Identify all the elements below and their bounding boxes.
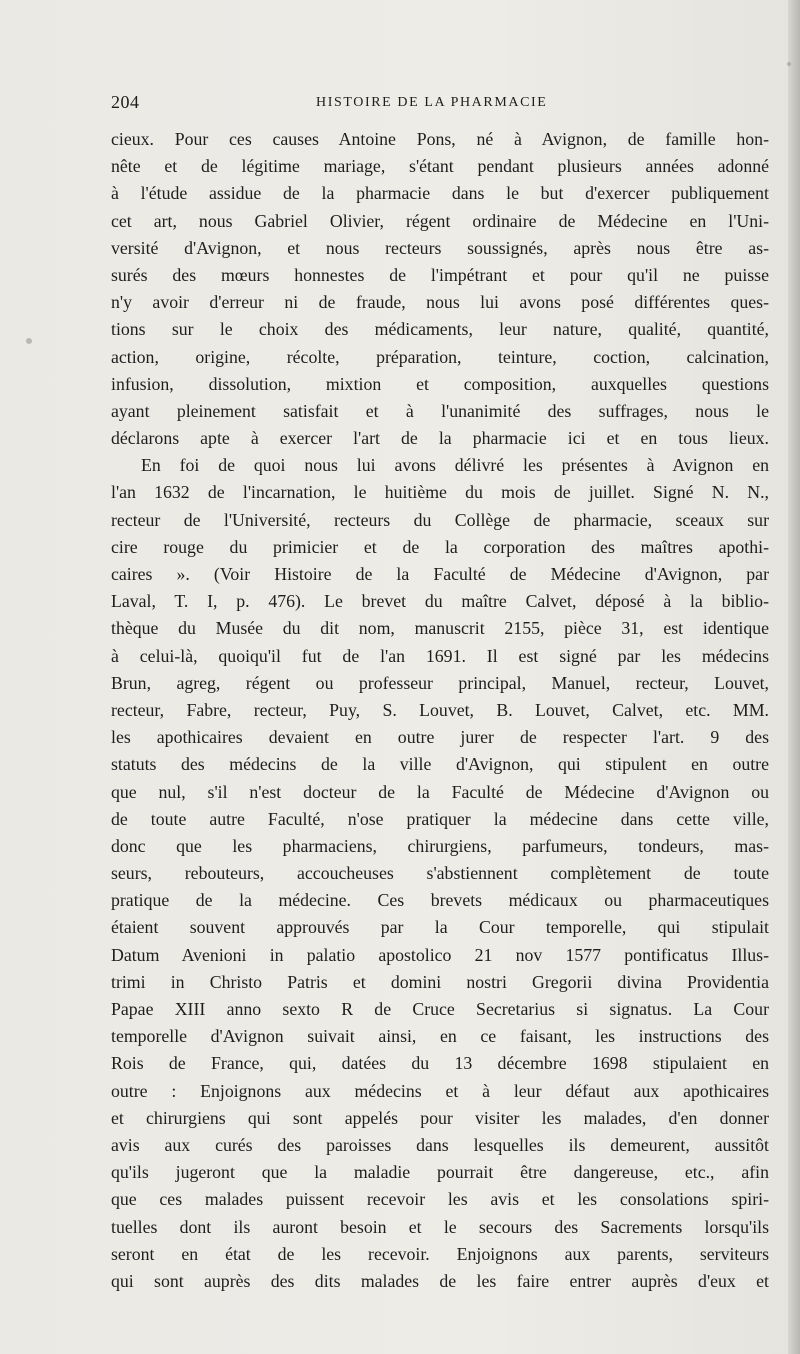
text-line: En foi de quoi nous lui avons délivré les présentes à Avignon en: [141, 455, 769, 476]
text-line: ayant pleinement satisfait et à l'unanimité des suffrages, nous le: [111, 400, 769, 421]
text-line: qui sont auprès des dits malades de les faire entrer auprès d'eux et: [111, 1270, 769, 1291]
text-line: surés des mœurs honnestes de l'impétrant et pour qu'il ne puisse: [111, 264, 769, 285]
text-line: à celui-là, quoiqu'il fut de l'an 1691. Il est signé par les médecins: [111, 645, 769, 666]
paper-speck: [26, 338, 32, 344]
text-line: avis aux curés des paroisses dans lesquelles ils demeurent, aussitôt: [111, 1134, 769, 1155]
text-line: recteur de l'Université, recteurs du Collège de pharmacie, sceaux sur: [111, 509, 769, 530]
text-line: Brun, agreg, régent ou professeur principal, Manuel, recteur, Louvet,: [111, 672, 769, 693]
body-text: [111, 126, 769, 1295]
text-line: Papae XIII anno sexto R de Cruce Secretarius si signatus. La Cour: [111, 999, 769, 1019]
page-edge-shadow: [788, 0, 800, 1354]
text-line: tuelles dont ils auront besoin et le secours des Sacrements lorsqu'ils: [111, 1216, 769, 1237]
text-line: nête et de légitime mariage, s'étant pendant plusieurs années adonné: [111, 156, 769, 177]
text-line: l'an 1632 de l'incarnation, le huitième du mois de juillet. Signé N. N.,: [111, 482, 769, 503]
text-line: trimi in Christo Patris et domini nostri Gregorii divina Providentia: [111, 971, 769, 992]
text-line: à l'étude assidue de la pharmacie dans le but d'exercer publiquement: [111, 183, 769, 204]
text-line: Laval, T. I, p. 476). Le brevet du maître Calvet, déposé à la biblio-: [111, 591, 769, 612]
text-line: donc que les pharmaciens, chirurgiens, parfumeurs, tondeurs, mas-: [111, 835, 769, 856]
text-line: n'y avoir d'erreur ni de fraude, nous lui avons posé différentes ques-: [111, 292, 769, 313]
page-number: 204: [111, 92, 140, 112]
text-line: versité d'Avignon, et nous recteurs soussignés, après nous être as-: [111, 237, 769, 258]
text-line: qu'ils jugeront que la maladie pourrait être dangereuse, etc., afin: [111, 1162, 769, 1183]
text-line: Datum Avenioni in palatio apostolico 21 nov 1577 pontificatus Illus-: [111, 944, 769, 965]
text-line: cire rouge du primicier et de la corporation des maîtres apothi-: [111, 536, 769, 557]
text-line: action, origine, récolte, préparation, teinture, coction, calcination,: [111, 346, 769, 367]
text-line: étaient souvent approuvés par la Cour temporelle, qui stipulait: [111, 917, 769, 938]
text-line: infusion, dissolution, mixtion et composition, auxquelles questions: [111, 373, 769, 394]
text-line: que ces malades puissent recevoir les avis et les consolations spiri-: [111, 1189, 769, 1210]
text-line: seurs, rebouteurs, accoucheuses s'abstiennent complètement de toute: [111, 863, 769, 884]
text-line: pratique de la médecine. Ces brevets médicaux ou pharmaceutiques: [111, 890, 769, 911]
text-line: que nul, s'il n'est docteur de la Faculté de Médecine d'Avignon ou: [111, 781, 769, 802]
text-line: recteur, Fabre, recteur, Puy, S. Louvet, B. Louvet, Calvet, etc. MM.: [111, 699, 769, 720]
text-line: les apothicaires devaient en outre jurer de respecter l'art. 9 des: [111, 727, 769, 748]
text-line: outre : Enjoignons aux médecins et à leur défaut aux apothicaires: [111, 1080, 769, 1101]
text-line: thèque du Musée du dit nom, manuscrit 2155, pièce 31, est identique: [111, 618, 769, 639]
text-line: et chirurgiens qui sont appelés pour visiter les malades, d'en donner: [111, 1107, 769, 1128]
text-line: statuts des médecins de la ville d'Avignon, qui stipulent en outre: [111, 754, 769, 775]
page-header: [111, 92, 769, 116]
text-line: tions sur le choix des médicaments, leur nature, qualité, quantité,: [111, 319, 769, 340]
text-line: caires ». (Voir Histoire de la Faculté de Médecine d'Avignon, par: [111, 564, 769, 584]
paper-speck: [787, 62, 791, 66]
text-line: temporelle d'Avignon suivait ainsi, en ce faisant, les instructions des: [111, 1026, 769, 1047]
text-line: seront en état de les recevoir. Enjoignons aux parents, serviteurs: [111, 1243, 769, 1264]
text-line: Rois de France, qui, datées du 13 décembre 1698 stipulaient en: [111, 1053, 769, 1074]
text-line: cet art, nous Gabriel Olivier, régent ordinaire de Médecine en l'Uni-: [111, 210, 769, 231]
text-line: cieux. Pour ces causes Antoine Pons, né à Avignon, de famille hon-: [111, 129, 769, 149]
text-line: déclarons apte à exercer l'art de la pharmacie ici et en tous lieux.: [111, 428, 769, 449]
text-line: de toute autre Faculté, n'ose pratiquer la médecine dans cette ville,: [111, 808, 769, 829]
running-title: HISTOIRE DE LA PHARMACIE: [316, 95, 548, 110]
